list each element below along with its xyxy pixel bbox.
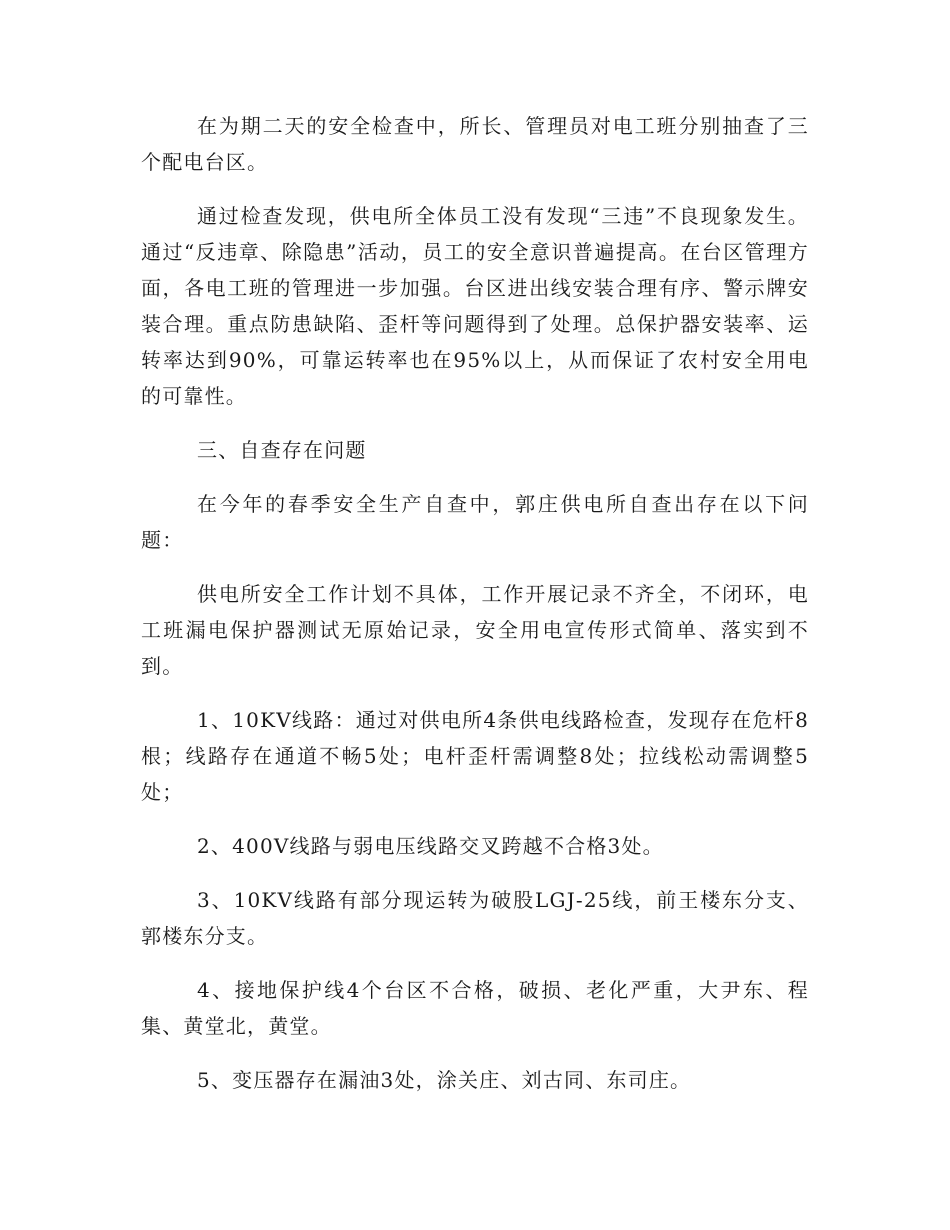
list-item-400v-line: 2、400V线路与弱电压线路交叉跨越不合格3处。 <box>197 834 664 858</box>
paragraph-self-check-intro: 在今年的春季安全生产自查中，郭庄供电所自查出存在以下问题： <box>141 492 809 552</box>
document-body <box>141 108 809 1116</box>
paragraph-safety-plan-issue: 供电所安全工作计划不具体，工作开展记录不齐全，不闭环，电工班漏电保护器测试无原始记录，安全用电宣传形式简单、落实到不到。 <box>141 582 809 678</box>
list-item-10kv-wire: 3、10KV线路有部分现运转为破股LGJ-25线，前王楼东分支、郭楼东分支。 <box>141 888 809 948</box>
list-item-transformer: 5、变压器存在漏油3处，涂关庄、刘古同、东司庄。 <box>197 1068 692 1092</box>
section-heading: 三、自查存在问题 <box>197 438 367 462</box>
paragraph-inspection-findings: 通过检查发现，供电所全体员工没有发现“三违”不良现象发生。通过“反违章、除隐患”活动，员工的安全意识普遍提高。在台区管理方面，各电工班的管理进一步加强。台区进出线安装合理有序、警示牌安装合理。重点防患缺陷、歪杆等问题得到了处理。总保护器安装率、运转率达到90%，可靠运转率也在95%以上，从而保证了农村安全用电的可靠性。 <box>141 204 809 408</box>
list-item-grounding: 4、接地保护线4个台区不合格，破损、老化严重，大尹东、程集、黄堂北，黄堂。 <box>141 978 809 1038</box>
paragraph-inspection-summary: 在为期二天的安全检查中，所长、管理员对电工班分别抽查了三个配电台区。 <box>141 114 809 174</box>
list-item-10kv-line: 1、10KV线路：通过对供电所4条供电线路检查，发现存在危杆8根；线路存在通道不畅5处；电杆歪杆需调整8处；拉线松动需调整5处； <box>141 708 809 804</box>
